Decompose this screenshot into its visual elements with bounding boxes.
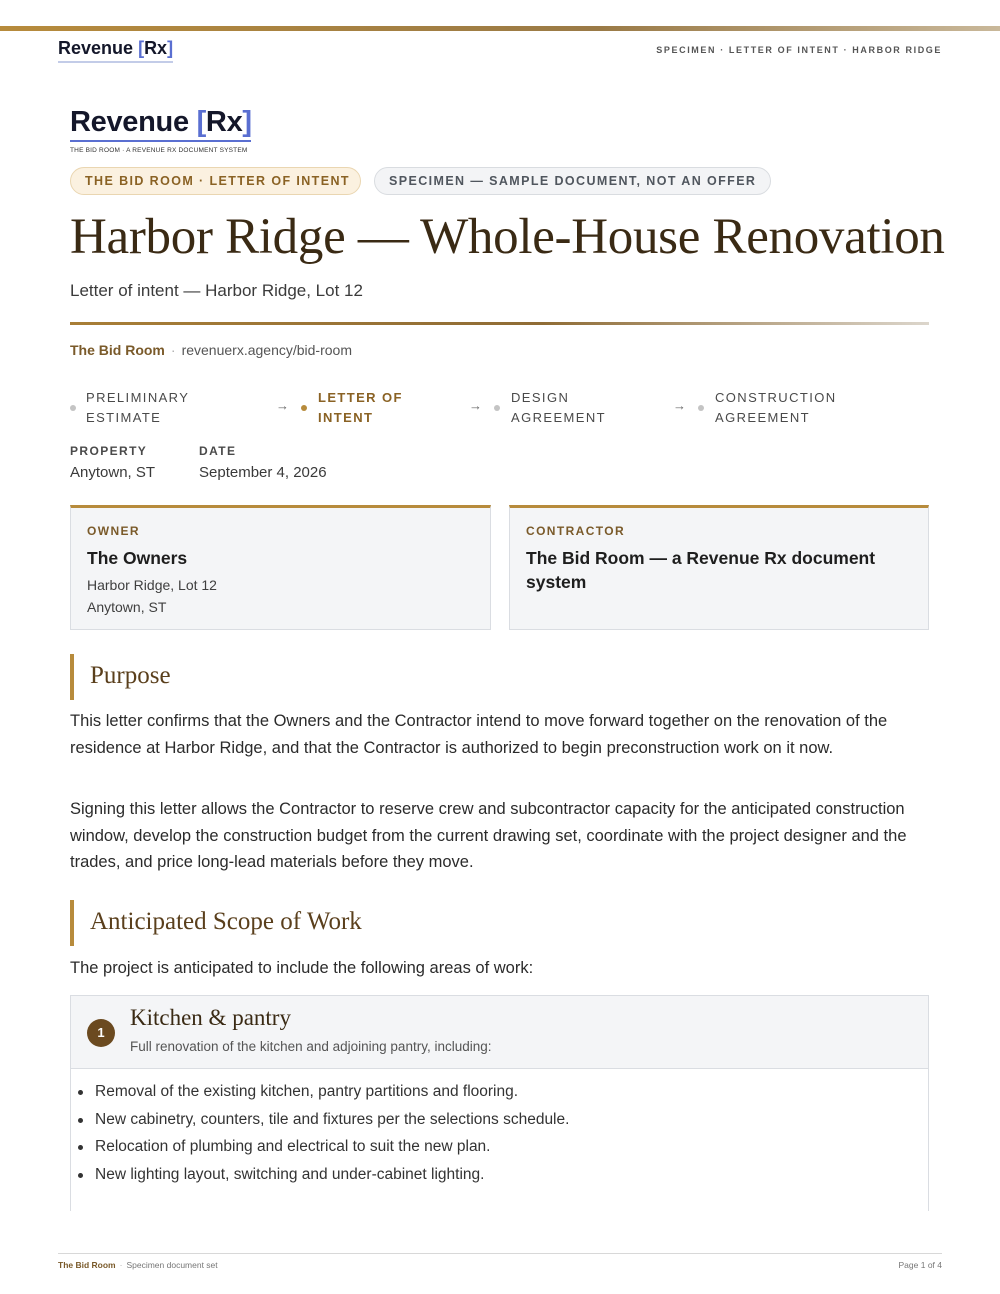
scope-item-title: Kitchen & pantry — [130, 1005, 291, 1030]
step-preliminary-estimate: PRELIMINARY ESTIMATE — [86, 390, 190, 425]
owner-card — [70, 505, 491, 630]
top-accent-rule — [0, 26, 1000, 31]
property-value: Anytown, ST — [70, 464, 156, 481]
step-letter-of-intent: LETTER OF INTENT — [318, 390, 403, 425]
meta-date — [199, 444, 327, 481]
date-value: September 4, 2026 — [199, 464, 327, 481]
purpose-paragraph-2: Signing this letter allows the Contractor to reserve crew and subcontractor capacity for the anticipated construction window, develop the construction budget from the current drawing set, coordinate with the project designer and the trades, and price long-lead materials before they move. — [70, 800, 907, 871]
source-url[interactable]: revenuerx.agency/bid-room — [181, 342, 352, 358]
property-label: PROPERTY — [70, 444, 148, 458]
scope-item-bullets — [71, 1078, 569, 1188]
step-dot — [70, 405, 76, 411]
brand-tagline: THE BID ROOM · A REVENUE RX DOCUMENT SYSTEM — [70, 147, 248, 154]
owner-name: The Owners — [87, 548, 188, 568]
source-separator: · — [170, 342, 176, 358]
contractor-name: The Bid Room — a Revenue Rx document system — [526, 548, 876, 592]
step-arrow-icon: → — [673, 398, 686, 413]
brand-logo-mark: Rx — [205, 106, 243, 138]
purpose-paragraph-1: This letter confirms that the Owners and the Contractor intend to move forward together on the renovation of the residence at Harbor Ridge, and that the Contractor is authorized to begin preconstruction work on it now. — [70, 712, 888, 757]
step-arrow-icon: → — [469, 398, 482, 413]
running-head-label: SPECIMEN · LETTER OF INTENT · HARBOR RIDGE — [656, 45, 942, 55]
footer-set: Specimen document set — [126, 1260, 218, 1270]
step-construction-agreement: CONSTRUCTION AGREEMENT — [715, 390, 837, 425]
brand-logo: Revenue [Rx] — [70, 106, 252, 138]
running-head-logo-word: Revenue — [58, 38, 134, 58]
brand-underline — [70, 140, 251, 142]
scope-intro: The project is anticipated to include the following areas of work: — [70, 959, 534, 977]
scope-item-number-badge: 1 — [87, 1019, 115, 1047]
running-head-logo: Revenue [Rx] — [58, 38, 173, 63]
brand-logo-word: Revenue — [70, 106, 189, 138]
running-head-logo-mark: Rx — [144, 38, 168, 58]
contractor-card — [509, 505, 929, 630]
list-item: Removal of the existing kitchen, pantry partitions and flooring. — [71, 1078, 569, 1106]
specimen-pill: SPECIMEN — SAMPLE DOCUMENT, NOT AN OFFER — [374, 167, 771, 195]
owner-label: OWNER — [87, 524, 140, 538]
footer-left — [58, 1260, 218, 1270]
list-item: New cabinetry, counters, tile and fixtures per the selections schedule. — [71, 1106, 569, 1134]
scope-item-card — [70, 995, 929, 1211]
step-dot — [494, 405, 500, 411]
list-item: Relocation of plumbing and electrical to suit the new plan. — [71, 1133, 569, 1161]
process-steps — [70, 388, 930, 432]
page-title: Harbor Ridge — Whole-House Renovation — [70, 209, 945, 265]
scope-heading: Anticipated Scope of Work — [70, 900, 362, 946]
footer-name: The Bid Room — [58, 1260, 116, 1270]
source-name: The Bid Room — [70, 342, 165, 358]
purpose-heading: Purpose — [70, 654, 171, 700]
page-number: Page 1 of 4 — [898, 1260, 942, 1270]
contractor-label: CONTRACTOR — [526, 524, 626, 538]
title-divider — [70, 322, 929, 325]
owner-address-line2: Anytown, ST — [87, 599, 167, 615]
scope-item-header — [71, 996, 928, 1069]
owner-address-line1: Harbor Ridge, Lot 12 — [87, 577, 217, 593]
footer-separator: · — [119, 1260, 123, 1270]
step-dot-active — [301, 405, 307, 411]
list-item: New lighting layout, switching and under-cabinet lighting. — [71, 1161, 569, 1189]
brand-block — [70, 106, 252, 154]
footer-rule — [58, 1253, 942, 1254]
page-subtitle: Letter of intent — Harbor Ridge, Lot 12 — [70, 281, 363, 300]
source-line — [70, 342, 352, 358]
step-design-agreement: DESIGN AGREEMENT — [511, 390, 606, 425]
date-label: DATE — [199, 444, 237, 458]
step-arrow-icon: → — [276, 398, 289, 413]
step-dot — [698, 405, 704, 411]
document-kind-pill: THE BID ROOM · LETTER OF INTENT — [70, 167, 361, 195]
running-head — [58, 36, 942, 62]
meta-property — [70, 444, 155, 481]
scope-item-subtitle: Full renovation of the kitchen and adjoining pantry, including: — [130, 1039, 492, 1054]
